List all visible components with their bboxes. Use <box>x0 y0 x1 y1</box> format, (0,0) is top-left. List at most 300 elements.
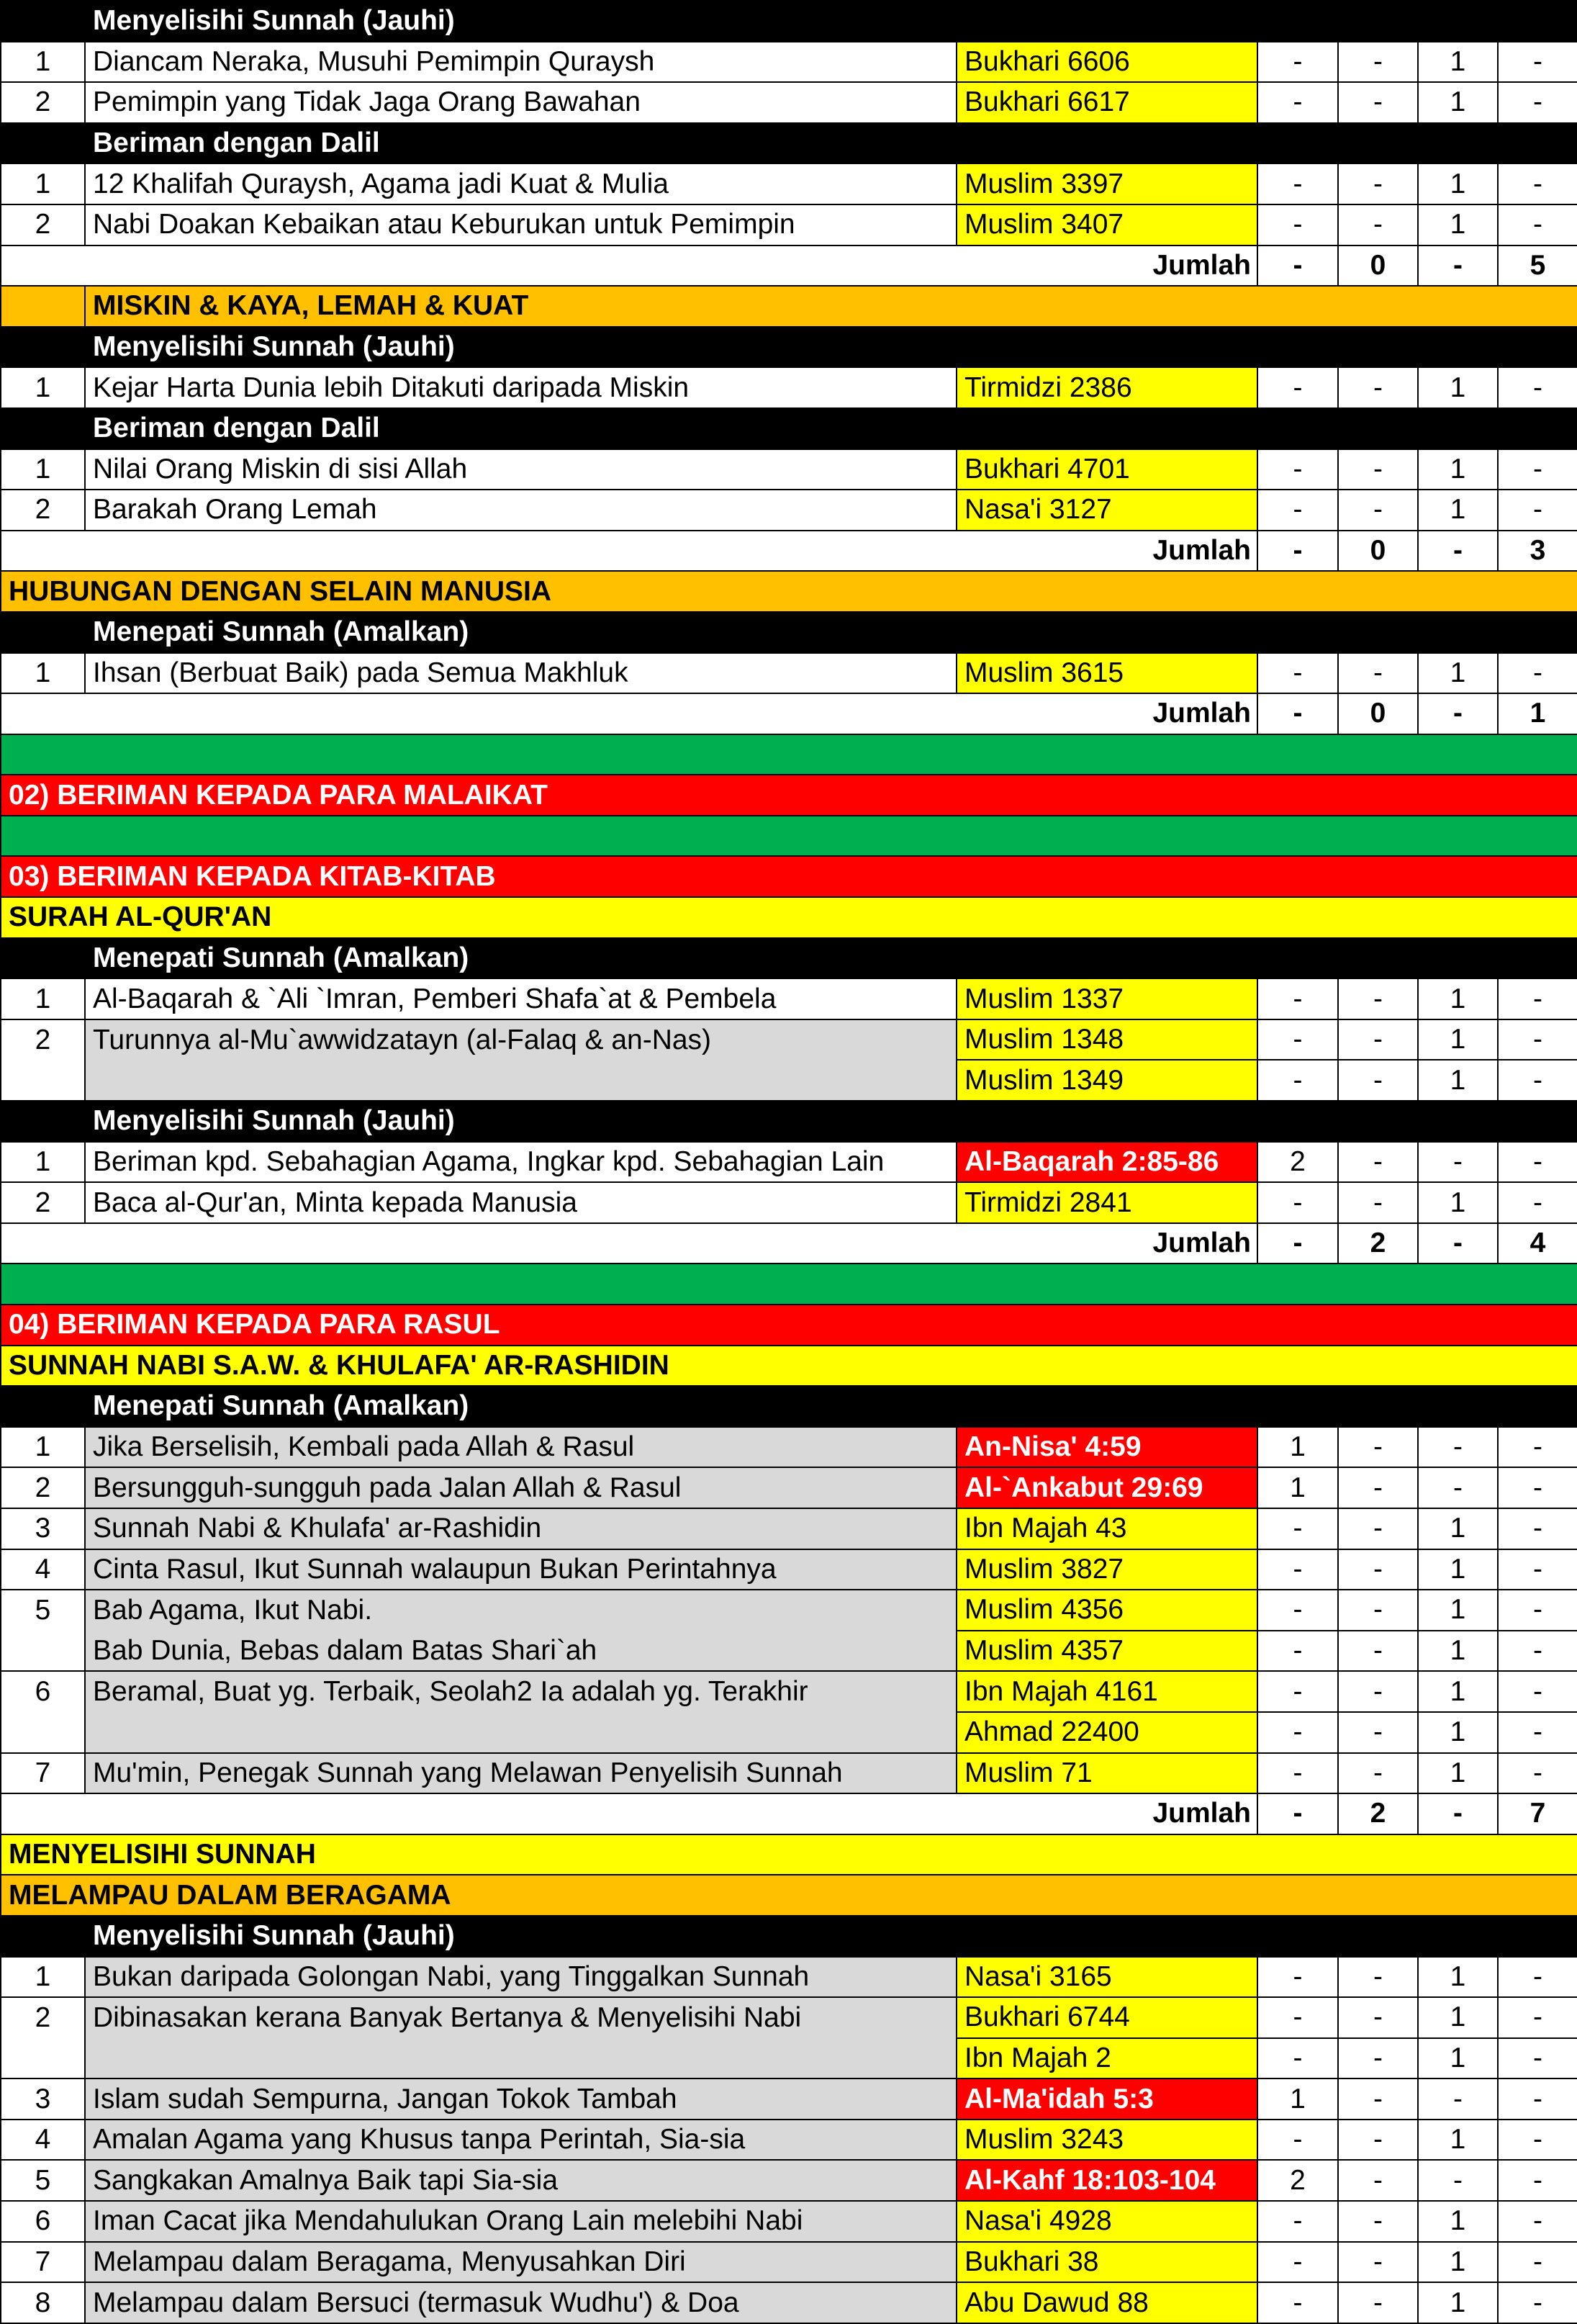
item-reference: Muslim 1348 <box>957 1019 1257 1060</box>
total-count-c3: - <box>1418 693 1498 734</box>
item-number: 1 <box>1 1142 85 1183</box>
spacer-cell <box>1 938 85 979</box>
item-number: 7 <box>1 1753 85 1794</box>
item-reference: Ibn Majah 4161 <box>957 1671 1257 1712</box>
table-row <box>1 2160 1577 2201</box>
item-count-c3: - <box>1418 1142 1498 1183</box>
item-number: 3 <box>1 2078 85 2120</box>
item-count-c1: 2 <box>1257 1142 1338 1183</box>
category-title: HUBUNGAN DENGAN SELAIN MANUSIA <box>1 571 1577 612</box>
total-row <box>1 1793 1577 1834</box>
item-description: Barakah Orang Lemah <box>85 490 957 531</box>
subsection-header-row <box>1 938 1577 979</box>
subsection-title: Menyelisihi Sunnah (Jauhi) <box>85 1 1577 42</box>
item-count-c4: - <box>1498 163 1577 204</box>
total-count-c4: 3 <box>1498 531 1577 572</box>
item-description <box>85 1712 957 1753</box>
item-count-c4: - <box>1498 204 1577 246</box>
item-description: Islam sudah Sempurna, Jangan Tokok Tambah <box>85 2078 957 2120</box>
item-count-c4: - <box>1498 2120 1577 2161</box>
item-count-c4: - <box>1498 1467 1577 1508</box>
total-count-c1: - <box>1257 1793 1338 1834</box>
table-row <box>1 1060 1577 1101</box>
item-number: 4 <box>1 2120 85 2161</box>
item-count-c3: 1 <box>1418 1060 1498 1101</box>
section-header-row <box>1 897 1577 938</box>
chapter-header-row <box>1 1305 1577 1346</box>
item-count-c4: - <box>1498 1549 1577 1590</box>
item-count-c2: - <box>1338 1142 1418 1183</box>
item-reference: Bukhari 6606 <box>957 42 1257 83</box>
item-count-c4: - <box>1498 2038 1577 2079</box>
item-reference: Muslim 4357 <box>957 1631 1257 1672</box>
table-row <box>1 1142 1577 1183</box>
subsection-title: Beriman dengan Dalil <box>85 123 1577 164</box>
item-number <box>1 1631 85 1672</box>
table-row <box>1 163 1577 204</box>
item-count-c2: - <box>1338 204 1418 246</box>
chapter-header-row <box>1 856 1577 897</box>
separator-cell <box>1 734 1577 775</box>
separator-row <box>1 1264 1577 1305</box>
table-row <box>1 1019 1577 1060</box>
total-count-c1: - <box>1257 531 1338 572</box>
item-count-c4: - <box>1498 1590 1577 1631</box>
table-row <box>1 82 1577 123</box>
item-count-c4: - <box>1498 1060 1577 1101</box>
item-count-c1: - <box>1257 1590 1338 1631</box>
item-count-c1: - <box>1257 1631 1338 1672</box>
item-count-c2: - <box>1338 1753 1418 1794</box>
item-count-c1: - <box>1257 2201 1338 2242</box>
item-count-c3: 1 <box>1418 2242 1498 2283</box>
item-number: 2 <box>1 490 85 531</box>
item-reference: Muslim 3827 <box>957 1549 1257 1590</box>
total-count-c3: - <box>1418 1223 1498 1264</box>
table-row <box>1 1712 1577 1753</box>
chapter-title: 04) BERIMAN KEPADA PARA RASUL <box>1 1305 1577 1346</box>
item-count-c1: - <box>1257 1712 1338 1753</box>
total-row <box>1 246 1577 287</box>
subsection-header-row <box>1 612 1577 653</box>
item-count-c1: - <box>1257 2242 1338 2283</box>
table-row <box>1 2120 1577 2161</box>
section-header-row <box>1 1346 1577 1387</box>
item-count-c1: - <box>1257 2120 1338 2161</box>
item-reference: Bukhari 6744 <box>957 1997 1257 2038</box>
table-row <box>1 1182 1577 1223</box>
item-reference: Muslim 3615 <box>957 653 1257 694</box>
item-reference: Muslim 1337 <box>957 978 1257 1019</box>
item-description: Turunnya al-Mu`awwidzatayn (al-Falaq & an-Nas) <box>85 1019 957 1060</box>
item-count-c1: - <box>1257 1671 1338 1712</box>
item-count-c2: - <box>1338 978 1418 1019</box>
item-description: Beriman kpd. Sebahagian Agama, Ingkar kpd. Sebahagian Lain <box>85 1142 957 1183</box>
item-number: 7 <box>1 2242 85 2283</box>
item-number <box>1 1712 85 1753</box>
total-count-c3: - <box>1418 1793 1498 1834</box>
item-reference: Muslim 3407 <box>957 204 1257 246</box>
item-count-c3: - <box>1418 1467 1498 1508</box>
table-row <box>1 1671 1577 1712</box>
item-description: Bersungguh-sungguh pada Jalan Allah & Rasul <box>85 1467 957 1508</box>
table-row <box>1 42 1577 83</box>
subsection-title: Menyelisihi Sunnah (Jauhi) <box>85 1101 1577 1142</box>
total-count-c2: 0 <box>1338 693 1418 734</box>
item-reference: Tirmidzi 2841 <box>957 1182 1257 1223</box>
item-count-c2: - <box>1338 2078 1418 2120</box>
item-reference: Bukhari 6617 <box>957 82 1257 123</box>
item-count-c4: - <box>1498 653 1577 694</box>
item-count-c2: - <box>1338 2242 1418 2283</box>
item-count-c1: - <box>1257 1060 1338 1101</box>
subsection-title: Menepati Sunnah (Amalkan) <box>85 612 1577 653</box>
item-count-c3: 1 <box>1418 2201 1498 2242</box>
item-count-c2: - <box>1338 1467 1418 1508</box>
item-count-c3: 1 <box>1418 1957 1498 1998</box>
item-count-c3: - <box>1418 2160 1498 2201</box>
item-count-c2: - <box>1338 1427 1418 1468</box>
total-count-c2: 0 <box>1338 246 1418 287</box>
total-row <box>1 1223 1577 1264</box>
item-description: Dibinasakan kerana Banyak Bertanya & Menyelisihi Nabi <box>85 1997 957 2038</box>
item-count-c3: 1 <box>1418 449 1498 490</box>
item-description: Baca al-Qur'an, Minta kepada Manusia <box>85 1182 957 1223</box>
item-number: 2 <box>1 1467 85 1508</box>
separator-row <box>1 816 1577 857</box>
item-count-c2: - <box>1338 2038 1418 2079</box>
spacer-cell <box>1 1916 85 1957</box>
item-number: 5 <box>1 1590 85 1631</box>
item-count-c1: 1 <box>1257 2078 1338 2120</box>
item-count-c2: - <box>1338 1957 1418 1998</box>
spacer-cell <box>1 1386 85 1427</box>
item-reference: Al-Kahf 18:103-104 <box>957 2160 1257 2201</box>
item-description: Diancam Neraka, Musuhi Pemimpin Quraysh <box>85 42 957 83</box>
item-number: 1 <box>1 978 85 1019</box>
item-number: 2 <box>1 1019 85 1060</box>
item-count-c3: 1 <box>1418 204 1498 246</box>
total-count-c3: - <box>1418 531 1498 572</box>
table-row <box>1 449 1577 490</box>
item-count-c1: - <box>1257 490 1338 531</box>
item-count-c2: - <box>1338 82 1418 123</box>
item-count-c2: - <box>1338 449 1418 490</box>
item-count-c2: - <box>1338 1549 1418 1590</box>
item-count-c3: 1 <box>1418 367 1498 408</box>
table-row <box>1 653 1577 694</box>
item-count-c4: - <box>1498 1019 1577 1060</box>
item-description: 12 Khalifah Quraysh, Agama jadi Kuat & Mulia <box>85 163 957 204</box>
subsection-title: Menyelisihi Sunnah (Jauhi) <box>85 1916 1577 1957</box>
item-reference: Abu Dawud 88 <box>957 2282 1257 2323</box>
subsection-title: Menepati Sunnah (Amalkan) <box>85 938 1577 979</box>
item-count-c4: - <box>1498 978 1577 1019</box>
item-reference: Bukhari 38 <box>957 2242 1257 2283</box>
item-count-c1: - <box>1257 2038 1338 2079</box>
total-count-c2: 0 <box>1338 531 1418 572</box>
item-description: Nilai Orang Miskin di sisi Allah <box>85 449 957 490</box>
item-count-c4: - <box>1498 42 1577 83</box>
item-count-c1: - <box>1257 163 1338 204</box>
item-description: Pemimpin yang Tidak Jaga Orang Bawahan <box>85 82 957 123</box>
item-number: 1 <box>1 1957 85 1998</box>
table-row <box>1 367 1577 408</box>
total-label: Jumlah <box>1 246 1257 287</box>
item-count-c4: - <box>1498 1631 1577 1672</box>
item-number: 3 <box>1 1508 85 1549</box>
item-count-c3: 1 <box>1418 1753 1498 1794</box>
item-count-c1: - <box>1257 653 1338 694</box>
item-reference: Muslim 71 <box>957 1753 1257 1794</box>
item-description: Jika Berselisih, Kembali pada Allah & Rasul <box>85 1427 957 1468</box>
item-count-c4: - <box>1498 1712 1577 1753</box>
table-row <box>1 1957 1577 1998</box>
spacer-cell <box>1 612 85 653</box>
item-count-c1: - <box>1257 82 1338 123</box>
table-row <box>1 204 1577 246</box>
total-count-c4: 7 <box>1498 1793 1577 1834</box>
chapter-title: 02) BERIMAN KEPADA PARA MALAIKAT <box>1 775 1577 816</box>
table-row <box>1 2282 1577 2323</box>
item-count-c4: - <box>1498 2282 1577 2323</box>
table-row <box>1 1427 1577 1468</box>
table-row <box>1 1590 1577 1631</box>
item-description: Kejar Harta Dunia lebih Ditakuti daripada Miskin <box>85 367 957 408</box>
item-count-c4: - <box>1498 2160 1577 2201</box>
item-count-c4: - <box>1498 2242 1577 2283</box>
item-reference: Bukhari 4701 <box>957 449 1257 490</box>
item-count-c1: - <box>1257 1997 1338 2038</box>
item-reference: Al-`Ankabut 29:69 <box>957 1467 1257 1508</box>
item-count-c2: - <box>1338 163 1418 204</box>
item-number: 4 <box>1 1549 85 1590</box>
section-header-row <box>1 1834 1577 1875</box>
item-number: 1 <box>1 163 85 204</box>
total-count-c2: 2 <box>1338 1793 1418 1834</box>
table-row <box>1 2038 1577 2079</box>
item-description: Melampau dalam Bersuci (termasuk Wudhu') & Doa <box>85 2282 957 2323</box>
item-description: Bab Dunia, Bebas dalam Batas Shari`ah <box>85 1631 957 1672</box>
item-reference: Muslim 1349 <box>957 1060 1257 1101</box>
item-count-c1: - <box>1257 2282 1338 2323</box>
item-description <box>85 1060 957 1101</box>
item-count-c3: 1 <box>1418 1019 1498 1060</box>
item-count-c2: - <box>1338 1712 1418 1753</box>
item-count-c4: - <box>1498 449 1577 490</box>
subsection-header-row <box>1 327 1577 368</box>
item-reference: Nasa'i 3127 <box>957 490 1257 531</box>
item-description: Amalan Agama yang Khusus tanpa Perintah, Sia-sia <box>85 2120 957 2161</box>
item-description: Bab Agama, Ikut Nabi. <box>85 1590 957 1631</box>
category-header-row <box>1 286 1577 327</box>
item-count-c3: 1 <box>1418 82 1498 123</box>
chapter-header-row <box>1 775 1577 816</box>
subsection-header-row <box>1 1 1577 42</box>
item-description: Cinta Rasul, Ikut Sunnah walaupun Bukan Perintahnya <box>85 1549 957 1590</box>
item-count-c3: 1 <box>1418 1182 1498 1223</box>
item-number: 1 <box>1 42 85 83</box>
table-row <box>1 1467 1577 1508</box>
item-count-c1: 1 <box>1257 1467 1338 1508</box>
item-count-c2: - <box>1338 2120 1418 2161</box>
item-count-c3: 1 <box>1418 1508 1498 1549</box>
item-count-c1: - <box>1257 204 1338 246</box>
item-count-c1: - <box>1257 978 1338 1019</box>
item-reference: Nasa'i 3165 <box>957 1957 1257 1998</box>
item-count-c4: - <box>1498 1957 1577 1998</box>
total-count-c4: 5 <box>1498 246 1577 287</box>
item-count-c3: 1 <box>1418 1712 1498 1753</box>
total-label: Jumlah <box>1 1223 1257 1264</box>
item-count-c4: - <box>1498 1182 1577 1223</box>
spacer-cell <box>1 408 85 449</box>
item-count-c3: 1 <box>1418 1590 1498 1631</box>
category-title: MELAMPAU DALAM BERAGAMA <box>1 1875 1577 1916</box>
item-count-c4: - <box>1498 1508 1577 1549</box>
item-count-c2: - <box>1338 490 1418 531</box>
separator-cell <box>1 816 1577 857</box>
item-count-c2: - <box>1338 1060 1418 1101</box>
separator-row <box>1 734 1577 775</box>
item-description: Melampau dalam Beragama, Menyusahkan Diri <box>85 2242 957 2283</box>
item-number: 1 <box>1 653 85 694</box>
item-reference: Ahmad 22400 <box>957 1712 1257 1753</box>
item-description: Beramal, Buat yg. Terbaik, Seolah2 Ia adalah yg. Terakhir <box>85 1671 957 1712</box>
item-reference: Muslim 3243 <box>957 2120 1257 2161</box>
spacer-cell <box>1 123 85 164</box>
total-row <box>1 693 1577 734</box>
item-number: 8 <box>1 2282 85 2323</box>
item-reference: Ibn Majah 2 <box>957 2038 1257 2079</box>
item-count-c2: - <box>1338 653 1418 694</box>
item-reference: Muslim 4356 <box>957 1590 1257 1631</box>
item-count-c3: 1 <box>1418 42 1498 83</box>
subsection-title: Menepati Sunnah (Amalkan) <box>85 1386 1577 1427</box>
table-row <box>1 2201 1577 2242</box>
item-count-c1: - <box>1257 1549 1338 1590</box>
item-description: Bukan daripada Golongan Nabi, yang Tinggalkan Sunnah <box>85 1957 957 1998</box>
subsection-title: Beriman dengan Dalil <box>85 408 1577 449</box>
total-count-c3: - <box>1418 246 1498 287</box>
item-description: Al-Baqarah & `Ali `Imran, Pemberi Shafa`at & Pembela <box>85 978 957 1019</box>
item-count-c1: 1 <box>1257 1427 1338 1468</box>
item-number: 6 <box>1 1671 85 1712</box>
table-body <box>1 1 1577 2323</box>
item-count-c2: - <box>1338 1019 1418 1060</box>
item-count-c3: 1 <box>1418 1671 1498 1712</box>
total-count-c1: - <box>1257 1223 1338 1264</box>
item-count-c2: - <box>1338 1671 1418 1712</box>
item-count-c2: - <box>1338 1997 1418 2038</box>
table-row <box>1 2242 1577 2283</box>
item-description: Mu'min, Penegak Sunnah yang Melawan Penyelisih Sunnah <box>85 1753 957 1794</box>
item-count-c1: - <box>1257 42 1338 83</box>
item-count-c3: 1 <box>1418 1997 1498 2038</box>
item-count-c2: - <box>1338 42 1418 83</box>
table-row <box>1 1508 1577 1549</box>
item-count-c4: - <box>1498 490 1577 531</box>
spacer-cell <box>1 286 85 327</box>
item-number: 1 <box>1 449 85 490</box>
subsection-header-row <box>1 1386 1577 1427</box>
chapter-title: 03) BERIMAN KEPADA KITAB-KITAB <box>1 856 1577 897</box>
subsection-header-row <box>1 408 1577 449</box>
spacer-cell <box>1 327 85 368</box>
total-count-c4: 1 <box>1498 693 1577 734</box>
item-reference: Ibn Majah 43 <box>957 1508 1257 1549</box>
item-count-c4: - <box>1498 1671 1577 1712</box>
table-row <box>1 1549 1577 1590</box>
item-description: Ihsan (Berbuat Baik) pada Semua Makhluk <box>85 653 957 694</box>
item-count-c4: - <box>1498 1142 1577 1183</box>
item-number: 1 <box>1 1427 85 1468</box>
item-description: Nabi Doakan Kebaikan atau Keburukan untuk Pemimpin <box>85 204 957 246</box>
category-header-row <box>1 571 1577 612</box>
item-count-c4: - <box>1498 2201 1577 2242</box>
item-count-c4: - <box>1498 1997 1577 2038</box>
subsection-header-row <box>1 1916 1577 1957</box>
item-count-c1: - <box>1257 1182 1338 1223</box>
item-count-c2: - <box>1338 2282 1418 2323</box>
total-label: Jumlah <box>1 693 1257 734</box>
subsection-header-row <box>1 123 1577 164</box>
item-reference: Al-Ma'idah 5:3 <box>957 2078 1257 2120</box>
category-title: MISKIN & KAYA, LEMAH & KUAT <box>85 286 1577 327</box>
table-row <box>1 2078 1577 2120</box>
section-title: MENYELISIHI SUNNAH <box>1 1834 1577 1875</box>
item-reference: Nasa'i 4928 <box>957 2201 1257 2242</box>
item-count-c3: 1 <box>1418 163 1498 204</box>
subsection-title: Menyelisihi Sunnah (Jauhi) <box>85 327 1577 368</box>
total-count-c1: - <box>1257 693 1338 734</box>
item-description: Sunnah Nabi & Khulafa' ar-Rashidin <box>85 1508 957 1549</box>
item-count-c3: 1 <box>1418 2120 1498 2161</box>
item-count-c1: - <box>1257 449 1338 490</box>
section-title: SURAH AL-QUR'AN <box>1 897 1577 938</box>
item-count-c3: 1 <box>1418 2038 1498 2079</box>
table-row <box>1 1997 1577 2038</box>
item-count-c3: 1 <box>1418 653 1498 694</box>
item-count-c4: - <box>1498 82 1577 123</box>
total-label: Jumlah <box>1 531 1257 572</box>
item-reference: Al-Baqarah 2:85-86 <box>957 1142 1257 1183</box>
table-row <box>1 1753 1577 1794</box>
item-description: Iman Cacat jika Mendahulukan Orang Lain melebihi Nabi <box>85 2201 957 2242</box>
item-number: 2 <box>1 204 85 246</box>
item-reference: Muslim 3397 <box>957 163 1257 204</box>
item-count-c1: - <box>1257 1019 1338 1060</box>
item-count-c2: - <box>1338 1508 1418 1549</box>
item-count-c1: - <box>1257 1753 1338 1794</box>
item-count-c2: - <box>1338 2201 1418 2242</box>
item-number: 6 <box>1 2201 85 2242</box>
item-count-c2: - <box>1338 1182 1418 1223</box>
item-count-c1: 2 <box>1257 2160 1338 2201</box>
item-count-c3: - <box>1418 2078 1498 2120</box>
item-count-c3: 1 <box>1418 2282 1498 2323</box>
item-count-c4: - <box>1498 1753 1577 1794</box>
item-count-c1: - <box>1257 367 1338 408</box>
item-count-c3: - <box>1418 1427 1498 1468</box>
item-number: 2 <box>1 1997 85 2038</box>
item-count-c4: - <box>1498 1427 1577 1468</box>
total-count-c4: 4 <box>1498 1223 1577 1264</box>
item-number: 1 <box>1 367 85 408</box>
section-title: SUNNAH NABI S.A.W. & KHULAFA' AR-RASHIDIN <box>1 1346 1577 1387</box>
item-reference: An-Nisa' 4:59 <box>957 1427 1257 1468</box>
item-count-c2: - <box>1338 1590 1418 1631</box>
